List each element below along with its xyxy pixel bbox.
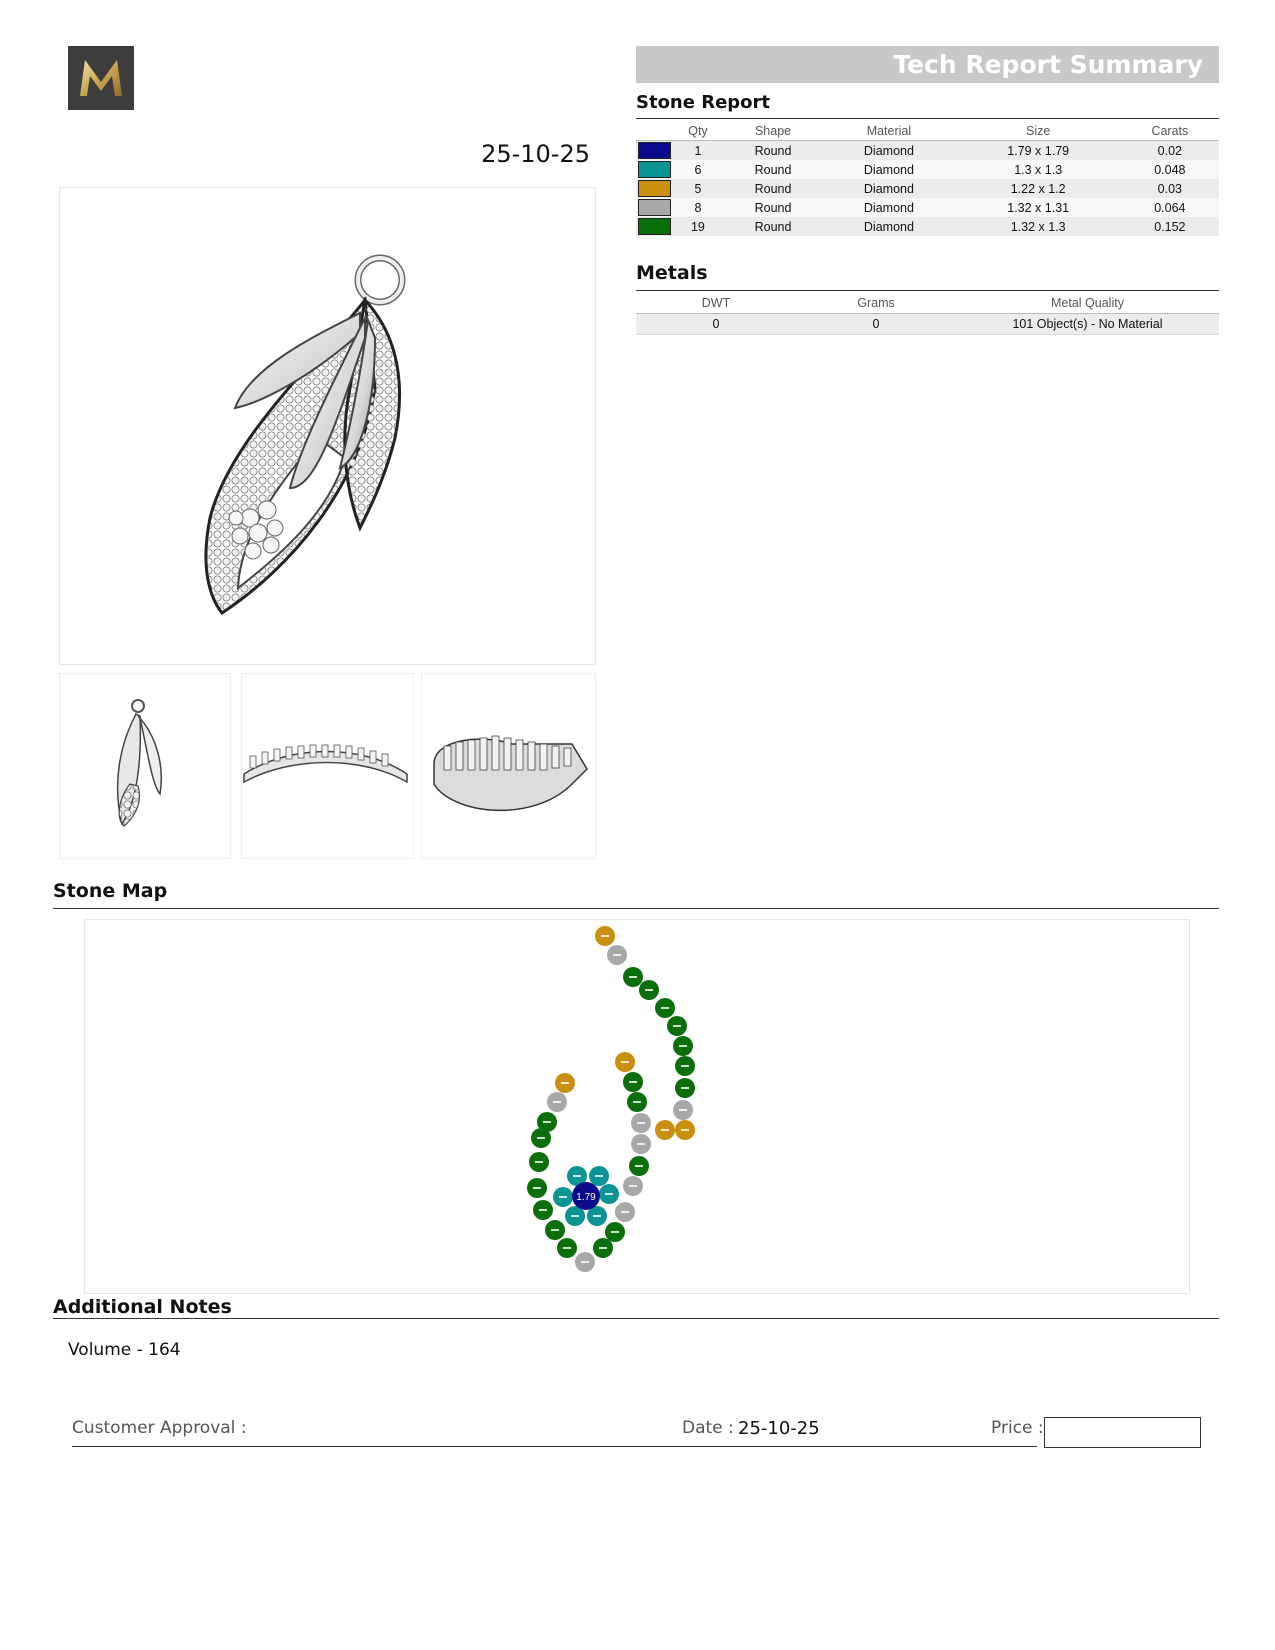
stone-map-stone [553, 1187, 573, 1207]
stone-size: 1.32 x 1.31 [956, 198, 1121, 217]
column-header-metal-quality: Metal Quality [956, 293, 1219, 314]
pendant-render-main [59, 187, 596, 665]
stone-material: Diamond [822, 160, 955, 179]
stone-map-diagram [84, 919, 1190, 1294]
swatch-column-header [636, 122, 672, 141]
stone-map-stone [575, 1252, 595, 1272]
stone-material: Diamond [822, 141, 955, 161]
stone-map-stone [629, 1156, 649, 1176]
approval-date-value: 25-10-25 [738, 1418, 820, 1439]
stone-qty: 19 [672, 217, 724, 236]
stone-color-swatch [636, 141, 672, 161]
stone-color-swatch [636, 179, 672, 198]
company-logo [68, 46, 134, 110]
table-row [636, 314, 1219, 335]
metals-heading: Metals [636, 262, 708, 284]
stone-size: 1.3 x 1.3 [956, 160, 1121, 179]
stone-map-stone [667, 1016, 687, 1036]
column-header-size: Size [956, 122, 1121, 141]
table-row [636, 160, 1219, 179]
metal-grams: 0 [796, 314, 956, 335]
stone-map-stone [547, 1092, 567, 1112]
metals-divider [636, 290, 1219, 291]
report-title-bar [636, 46, 1219, 83]
metal-quality: 101 Object(s) - No Material [956, 314, 1219, 335]
swatch-chip [638, 180, 671, 197]
metal-dwt: 0 [636, 314, 796, 335]
stone-size: 1.22 x 1.2 [956, 179, 1121, 198]
swatch-chip [638, 218, 671, 235]
stone-map-stone [527, 1178, 547, 1198]
stone-qty: 5 [672, 179, 724, 198]
approval-signature-line [72, 1446, 1037, 1447]
stone-map-stone [533, 1200, 553, 1220]
stone-map-stone [623, 1072, 643, 1092]
stone-map-stone [605, 1222, 625, 1242]
stone-material: Diamond [822, 179, 955, 198]
stone-map-stone [673, 1036, 693, 1056]
table-row [636, 141, 1219, 161]
stone-map-stone [607, 945, 627, 965]
stone-map-stone [537, 1112, 557, 1132]
stone-material: Diamond [822, 198, 955, 217]
stone-map-heading: Stone Map [53, 880, 168, 902]
metals-table [636, 293, 1219, 335]
stone-map-stone [675, 1056, 695, 1076]
stone-map-stone [631, 1134, 651, 1154]
stone-shape: Round [724, 160, 822, 179]
stone-map-center-stone [572, 1182, 600, 1210]
stone-map-stone [593, 1238, 613, 1258]
price-field[interactable] [1044, 1417, 1201, 1448]
table-row [636, 217, 1219, 236]
table-row [636, 198, 1219, 217]
column-header-qty: Qty [672, 122, 724, 141]
stone-map-stone [599, 1184, 619, 1204]
stone-map-stone [675, 1078, 695, 1098]
stone-shape: Round [724, 198, 822, 217]
approval-date-label: Date : [682, 1418, 734, 1438]
stone-map-stone [655, 1120, 675, 1140]
stone-size: 1.32 x 1.3 [956, 217, 1121, 236]
stone-map-stone [615, 1202, 635, 1222]
stone-qty: 1 [672, 141, 724, 161]
column-header-shape: Shape [724, 122, 822, 141]
stone-map-stone [623, 967, 643, 987]
notes-text: Volume - 164 [68, 1340, 181, 1360]
stone-map-stone [545, 1220, 565, 1240]
stone-map-stone [529, 1152, 549, 1172]
stone-report-divider [636, 118, 1219, 119]
stone-carats: 0.048 [1121, 160, 1219, 179]
stone-shape: Round [724, 179, 822, 198]
stone-carats: 0.152 [1121, 217, 1219, 236]
column-header-carats: Carats [1121, 122, 1219, 141]
stone-map-stone [631, 1113, 651, 1133]
column-header-grams: Grams [796, 293, 956, 314]
stone-map-stone [655, 998, 675, 1018]
swatch-chip [638, 199, 671, 216]
stone-size: 1.79 x 1.79 [956, 141, 1121, 161]
column-header-material: Material [822, 122, 955, 141]
notes-divider [53, 1318, 1219, 1319]
swatch-chip [638, 161, 671, 178]
thumbnail-top-view[interactable] [421, 673, 596, 859]
report-date: 25-10-25 [481, 140, 590, 168]
stone-carats: 0.02 [1121, 141, 1219, 161]
thumbnail-side-view[interactable] [241, 673, 414, 859]
swatch-chip [638, 142, 671, 159]
stone-map-stone [673, 1100, 693, 1120]
stone-map-stone [627, 1092, 647, 1112]
stone-report-heading: Stone Report [636, 92, 771, 113]
stone-color-swatch [636, 198, 672, 217]
stone-map-stone [595, 926, 615, 946]
thumbnail-front-view[interactable] [59, 673, 231, 859]
table-row [636, 179, 1219, 198]
metals-table-header [636, 293, 1219, 314]
stone-carats: 0.064 [1121, 198, 1219, 217]
report-title: Tech Report Summary [893, 50, 1203, 79]
stone-shape: Round [724, 217, 822, 236]
stone-map-stone [555, 1073, 575, 1093]
stone-map-divider [53, 908, 1219, 909]
column-header-dwt: DWT [636, 293, 796, 314]
center-stone-label: 1.79 [576, 1192, 596, 1203]
stone-map-stone [623, 1176, 643, 1196]
stone-color-swatch [636, 217, 672, 236]
stone-map-stone [615, 1052, 635, 1072]
stone-qty: 6 [672, 160, 724, 179]
stone-table-header [636, 122, 1219, 141]
stone-shape: Round [724, 141, 822, 161]
price-label: Price : [991, 1418, 1044, 1438]
stone-material: Diamond [822, 217, 955, 236]
stone-map-stone [557, 1238, 577, 1258]
additional-notes-heading: Additional Notes [53, 1296, 232, 1318]
stone-qty: 8 [672, 198, 724, 217]
stone-carats: 0.03 [1121, 179, 1219, 198]
stone-map-stone [639, 980, 659, 1000]
stone-map-stone [675, 1120, 695, 1140]
customer-approval-label: Customer Approval : [72, 1418, 247, 1438]
stone-report-table [636, 122, 1219, 236]
stone-map-stone [589, 1166, 609, 1186]
stone-color-swatch [636, 160, 672, 179]
